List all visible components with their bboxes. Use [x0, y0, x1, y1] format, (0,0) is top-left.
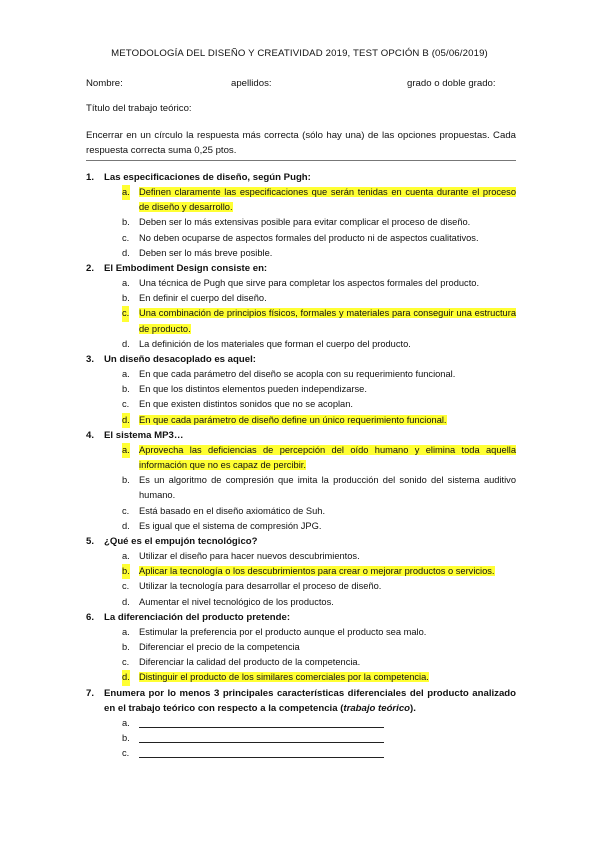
question-label-end: ).	[410, 702, 416, 714]
option-letter: c.	[122, 657, 130, 668]
answer-blank-2[interactable]	[86, 731, 516, 746]
option-letter: d.	[122, 596, 130, 607]
option-text: Es un algoritmo de compresión que imita la producción del sonido del sistema auditivo humano.	[139, 475, 516, 501]
answer-line[interactable]	[139, 757, 384, 758]
option-text: Está basado en el diseño axiomático de Suh.	[139, 505, 326, 516]
work-title-label: Título del trabajo teórico:	[86, 103, 192, 114]
question-6	[86, 610, 516, 686]
question-label-italic: trabajo teórico	[343, 702, 411, 714]
question-text	[86, 534, 516, 549]
option-text: Utilizar el diseño para hacer nuevos descubrimientos.	[139, 551, 360, 562]
instructions: Encerrar en un círculo la respuesta más correcta (sólo hay una) de las opciones propuestas. Cada respuesta correcta suma 0,25 ptos.	[86, 130, 516, 156]
option-list	[86, 367, 516, 428]
option-c[interactable]	[86, 306, 516, 336]
option-list	[86, 625, 516, 686]
option-letter: a.	[122, 551, 130, 562]
question-number: 2.	[86, 263, 95, 275]
blank-letter: c.	[122, 748, 130, 759]
question-label: ¿Qué es el empujón tecnológico?	[104, 536, 258, 548]
option-text: Estimular la preferencia por el producto aunque el producto sea malo.	[139, 626, 427, 637]
option-letter: c.	[122, 581, 130, 592]
option-letter: a.	[122, 443, 130, 458]
option-text: En que los distintos elementos pueden independizarse.	[139, 384, 367, 395]
question-label: La diferenciación del producto pretende:	[104, 611, 291, 623]
option-letter: d.	[122, 247, 130, 258]
option-text: Aprovecha las deficiencias de percepción del oído humano y elimina toda aquella información que no es capaz de percibir.	[139, 444, 516, 471]
option-list	[86, 443, 516, 534]
option-list	[86, 549, 516, 610]
question-text	[86, 428, 516, 443]
option-a[interactable]	[86, 367, 516, 382]
option-b[interactable]	[86, 640, 516, 655]
option-c[interactable]	[86, 579, 516, 594]
option-text: En definir el cuerpo del diseño.	[139, 293, 267, 304]
question-label: Las especificaciones de diseño, según Pugh:	[104, 172, 311, 183]
option-d[interactable]	[86, 595, 516, 610]
question-number: 3.	[86, 354, 95, 366]
question-5	[86, 534, 516, 610]
option-d[interactable]	[86, 519, 516, 534]
option-letter: a.	[122, 278, 130, 289]
question-2	[86, 261, 516, 352]
option-c[interactable]	[86, 231, 516, 246]
option-text: En que cada parámetro del diseño se acopla con su requerimiento funcional.	[139, 369, 456, 380]
answer-blank-3[interactable]	[86, 746, 516, 761]
option-text: Una combinación de principios físicos, formales y materiales para conseguir una estructura de producto.	[139, 308, 516, 334]
option-letter: b.	[122, 475, 130, 486]
option-text: En que existen distintos sonidos que no se acoplan.	[139, 399, 353, 410]
option-letter: a.	[122, 626, 130, 637]
question-text	[86, 261, 516, 276]
option-letter: c.	[122, 232, 130, 243]
option-list	[86, 276, 516, 352]
option-b[interactable]	[86, 564, 516, 579]
option-letter: c.	[122, 399, 130, 410]
option-d[interactable]	[86, 246, 516, 261]
option-b[interactable]	[86, 215, 516, 230]
question-number: 1.	[86, 172, 95, 183]
question-number: 6.	[86, 611, 95, 623]
surname-label: apellidos:	[231, 78, 272, 89]
option-text: Aumentar el nivel tecnológico de los productos.	[139, 596, 334, 607]
option-d[interactable]	[86, 670, 516, 685]
question-1	[86, 170, 516, 261]
option-letter: b.	[122, 642, 130, 653]
divider	[86, 160, 516, 161]
question-text	[86, 686, 516, 716]
option-b[interactable]	[86, 473, 516, 503]
answer-line[interactable]	[139, 742, 384, 743]
question-number: 5.	[86, 536, 95, 548]
question-number: 7.	[86, 687, 95, 699]
option-text: Definen claramente las especificaciones que serán tenidas en cuenta durante el proceso de diseño y desarrollo.	[139, 187, 516, 213]
option-letter: a.	[122, 185, 130, 200]
question-list	[86, 170, 516, 761]
option-letter: b.	[122, 564, 130, 579]
student-fields	[86, 78, 516, 92]
option-text: La definición de los materiales que forman el cuerpo del producto.	[139, 338, 411, 349]
grade-label: grado o doble grado:	[407, 78, 496, 89]
question-text	[86, 170, 516, 185]
option-letter: d.	[122, 338, 130, 349]
option-c[interactable]	[86, 504, 516, 519]
option-b[interactable]	[86, 382, 516, 397]
option-a[interactable]	[86, 185, 516, 215]
question-label: El Embodiment Design consiste en:	[104, 263, 268, 275]
option-a[interactable]	[86, 625, 516, 640]
option-text: Es igual que el sistema de compresión JPG.	[139, 520, 322, 531]
option-c[interactable]	[86, 397, 516, 412]
name-label: Nombre:	[86, 78, 123, 89]
question-label-start: Enumera por lo menos 3 principales características diferenciales del producto analizado en el trabajo teórico con respecto a la competencia (	[104, 687, 516, 714]
option-letter: c.	[122, 505, 130, 516]
option-text: Deben ser lo más extensivas posible para evitar complicar el proceso de diseño.	[139, 217, 471, 228]
option-letter: d.	[122, 520, 130, 531]
question-text	[86, 610, 516, 625]
option-b[interactable]	[86, 291, 516, 306]
option-text: Diferenciar la calidad del producto de la competencia.	[139, 657, 361, 668]
option-a[interactable]	[86, 276, 516, 291]
blank-letter: a.	[122, 717, 130, 728]
question-label: Un diseño desacoplado es aquel:	[104, 354, 256, 366]
option-c[interactable]	[86, 655, 516, 670]
option-text: Una técnica de Pugh que sirve para completar los aspectos formales del producto.	[139, 278, 480, 289]
question-7	[86, 686, 516, 762]
option-text: No deben ocuparse de aspectos formales del producto ni de aspectos cualitativos.	[139, 232, 479, 243]
option-a[interactable]	[86, 549, 516, 564]
option-a[interactable]	[86, 443, 516, 473]
option-text: En que cada parámetro de diseño define un único requerimiento funcional.	[139, 414, 447, 425]
option-list	[86, 185, 516, 261]
answer-line[interactable]	[139, 727, 384, 728]
question-4	[86, 428, 516, 534]
option-text: Deben ser lo más breve posible.	[139, 247, 273, 258]
option-letter: c.	[122, 306, 129, 321]
option-text: Distinguir el producto de los similares comerciales por la competencia.	[139, 672, 429, 683]
option-text: Diferenciar el precio de la competencia	[139, 642, 300, 653]
answer-blank-1[interactable]	[86, 716, 516, 731]
option-letter: d.	[122, 413, 130, 428]
blank-letter: b.	[122, 732, 130, 743]
option-letter: b.	[122, 217, 130, 228]
page-title: METODOLOGÍA DEL DISEÑO Y CREATIVIDAD 2019, TEST OPCIÓN B (05/06/2019)	[111, 48, 488, 59]
question-label: El sistema MP3…	[104, 429, 184, 441]
option-d[interactable]	[86, 413, 516, 428]
option-letter: b.	[122, 293, 130, 304]
question-text	[86, 352, 516, 367]
question-number: 4.	[86, 429, 95, 441]
option-text: Aplicar la tecnología o los descubrimientos para crear o mejorar productos o servicios.	[139, 566, 495, 577]
option-letter: b.	[122, 384, 130, 395]
question-3	[86, 352, 516, 428]
option-letter: d.	[122, 670, 130, 685]
option-text: Utilizar la tecnología para desarrollar el proceso de diseño.	[139, 581, 382, 592]
option-d[interactable]	[86, 337, 516, 352]
option-letter: a.	[122, 369, 130, 380]
